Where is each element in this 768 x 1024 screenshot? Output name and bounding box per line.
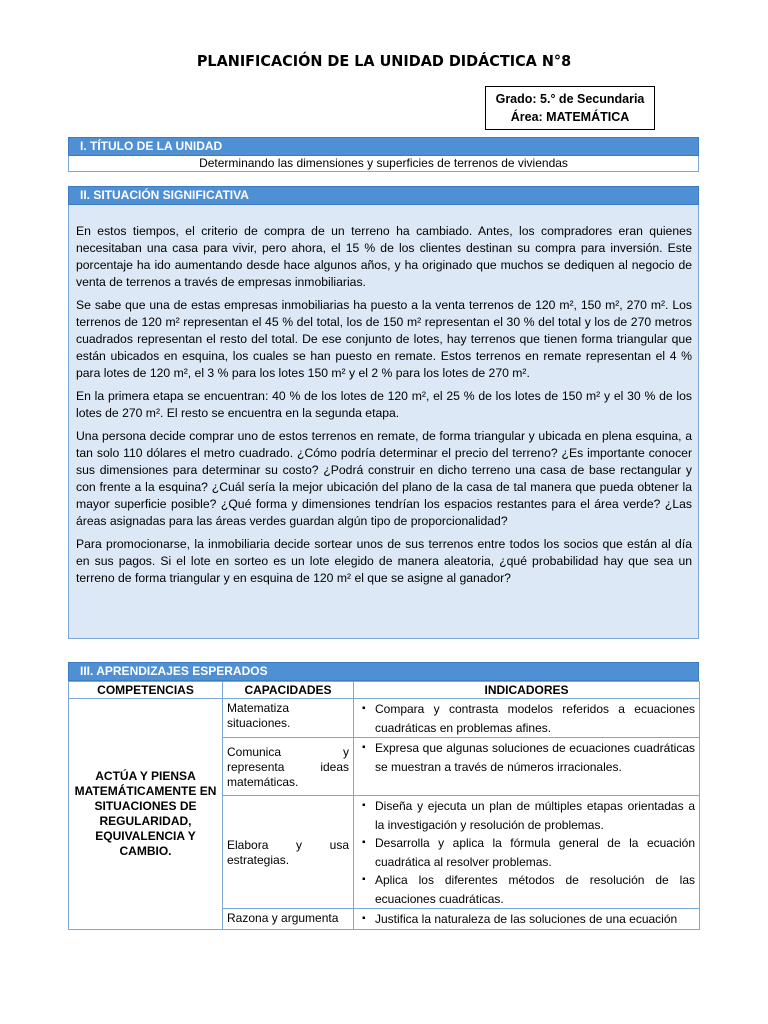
indicator-text: Justifica la naturaleza de las soluciones de una ecuación <box>375 912 678 926</box>
section-title-unidad <box>68 137 699 172</box>
capacidad-cell <box>223 699 354 738</box>
capacidad-text: Razona y argumenta <box>227 911 339 925</box>
capacidad-text: Comunica y representa ideas matemáticas. <box>227 745 349 789</box>
section-heading: III. APRENDIZAJES ESPERADOS <box>68 662 699 681</box>
indicator-item <box>358 834 695 871</box>
table-header-row <box>69 682 700 699</box>
paragraph: Se sabe que una de estas empresas inmobiliarias ha puesto a la venta terrenos de 120 m², 150 m², 270 m². Los terrenos de 120 m² representan el 45 % del total, los de 150 m² representan el 30 % del total y los de 270 metros cuadrados representan el resto del total. De ese conjunto de lotes, hay terrenos que tienen forma triangular que están ubicados en esquina, los cuales se han puesto en remate. Estos terrenos en remate representan el 4 % para lotes de 120 m², el 3 % para los lotes 150 m² y el 2 % para los lotes de 270 m². <box>76 298 692 380</box>
indicador-cell <box>354 738 700 796</box>
bullet-icon: ▪ <box>362 742 366 753</box>
section-heading: I. TÍTULO DE LA UNIDAD <box>68 137 699 156</box>
indicator-item <box>358 910 695 929</box>
capacidad-cell <box>223 909 354 930</box>
indicator-text: Desarrolla y aplica la fórmula general de la ecuación cuadrática al resolver problemas. <box>375 836 695 869</box>
column-header: INDICADORES <box>354 682 700 699</box>
unit-title-text: Determinando las dimensiones y superficies de terrenos de viviendas <box>68 156 699 172</box>
section-situacion-significativa <box>68 186 699 639</box>
situation-body <box>68 205 699 639</box>
capacidad-cell <box>223 738 354 796</box>
learning-table <box>68 681 700 930</box>
grade-area-box <box>485 86 655 130</box>
capacidad-cell <box>223 796 354 909</box>
indicator-item <box>358 700 695 737</box>
paragraph: Una persona decide comprar uno de estos terrenos en remate, de forma triangular y ubicada en plena esquina, a tan solo 110 dólares el metro cuadrado. ¿Cómo podría determinar el precio del terreno? ¿Es importante conocer sus dimensiones para determinar su costo? ¿Podrá construir en dicho terreno una casa de base rectangular y con frente a la esquina? ¿Cuál sería la mejor ubicación del plano de la casa de tal manera que pueda obtener la mayor superficie posible? ¿Qué forma y dimensiones tendrían los espacios restantes para el área verde? ¿Las áreas asignadas para las áreas verdes guardan algún tipo de proporcionalidad? <box>76 429 692 528</box>
column-header: COMPETENCIAS <box>69 682 223 699</box>
indicator-item <box>358 797 695 834</box>
bullet-icon: ▪ <box>362 837 366 848</box>
indicador-cell <box>354 699 700 738</box>
column-header: CAPACIDADES <box>223 682 354 699</box>
area-label: Área: MATEMÁTICA <box>510 110 630 124</box>
indicator-text: Aplica los diferentes métodos de resolución de las ecuaciones cuadráticas. <box>375 873 695 906</box>
indicator-item <box>358 871 695 908</box>
indicador-cell <box>354 909 700 930</box>
paragraph: Para promocionarse, la inmobiliaria decide sortear unos de sus terrenos entre todos los socios que están al día en sus pagos. Si el lote en sorteo es un lote elegido de manera aleatoria, ¿qué probabilidad hay que sea un terreno de forma triangular y en esquina de 120 m² el que se asigne al ganador? <box>76 537 692 585</box>
section-heading: II. SITUACIÓN SIGNIFICATIVA <box>68 186 699 205</box>
table-row <box>69 699 700 738</box>
bullet-icon: ▪ <box>362 800 366 811</box>
paragraph: En la primera etapa se encuentran: 40 % de los lotes de 120 m², el 25 % de los lotes de 150 m² y el 30 % de los lotes de 270 m². El resto se encuentra en la segunda etapa. <box>76 389 692 420</box>
indicator-text: Compara y contrasta modelos referidos a ecuaciones cuadráticas en problemas afines. <box>375 702 695 735</box>
indicator-text: Diseña y ejecuta un plan de múltiples etapas orientadas a la investigación y resolución de problemas. <box>375 799 695 832</box>
paragraph: En estos tiempos, el criterio de compra de un terreno ha cambiado. Antes, los compradores eran quienes necesitaban una casa para vivir, pero ahora, el 15 % de los clientes destinan su compra para inversión. Este porcentaje ha ido aumentando desde hace algunos años, y ha originado que muchos se dediquen al negocio de venta de terrenos a través de empresas inmobiliarias. <box>76 224 692 289</box>
grade-label: Grado: 5.° de Secundaria <box>495 92 645 106</box>
capacidad-text: Elabora y usa estrategias. <box>227 838 349 867</box>
bullet-icon: ▪ <box>362 703 366 714</box>
indicator-text: Expresa que algunas soluciones de ecuaciones cuadráticas se muestran a través de números irracionales. <box>375 741 695 774</box>
indicador-cell <box>354 796 700 909</box>
bullet-icon: ▪ <box>362 874 366 885</box>
section-aprendizajes-esperados <box>68 662 699 930</box>
bullet-icon: ▪ <box>362 913 366 924</box>
document-title: PLANIFICACIÓN DE LA UNIDAD DIDÁCTICA N°8 <box>196 52 572 70</box>
competencia-text: ACTÚA Y PIENSA MATEMÁTICAMENTE EN SITUACIONES DE REGULARIDAD, EQUIVALENCIA Y CAMBIO. <box>74 768 217 858</box>
capacidad-text: Matematiza situaciones. <box>227 701 291 730</box>
competencia-cell <box>69 699 223 930</box>
indicator-item <box>358 739 695 776</box>
